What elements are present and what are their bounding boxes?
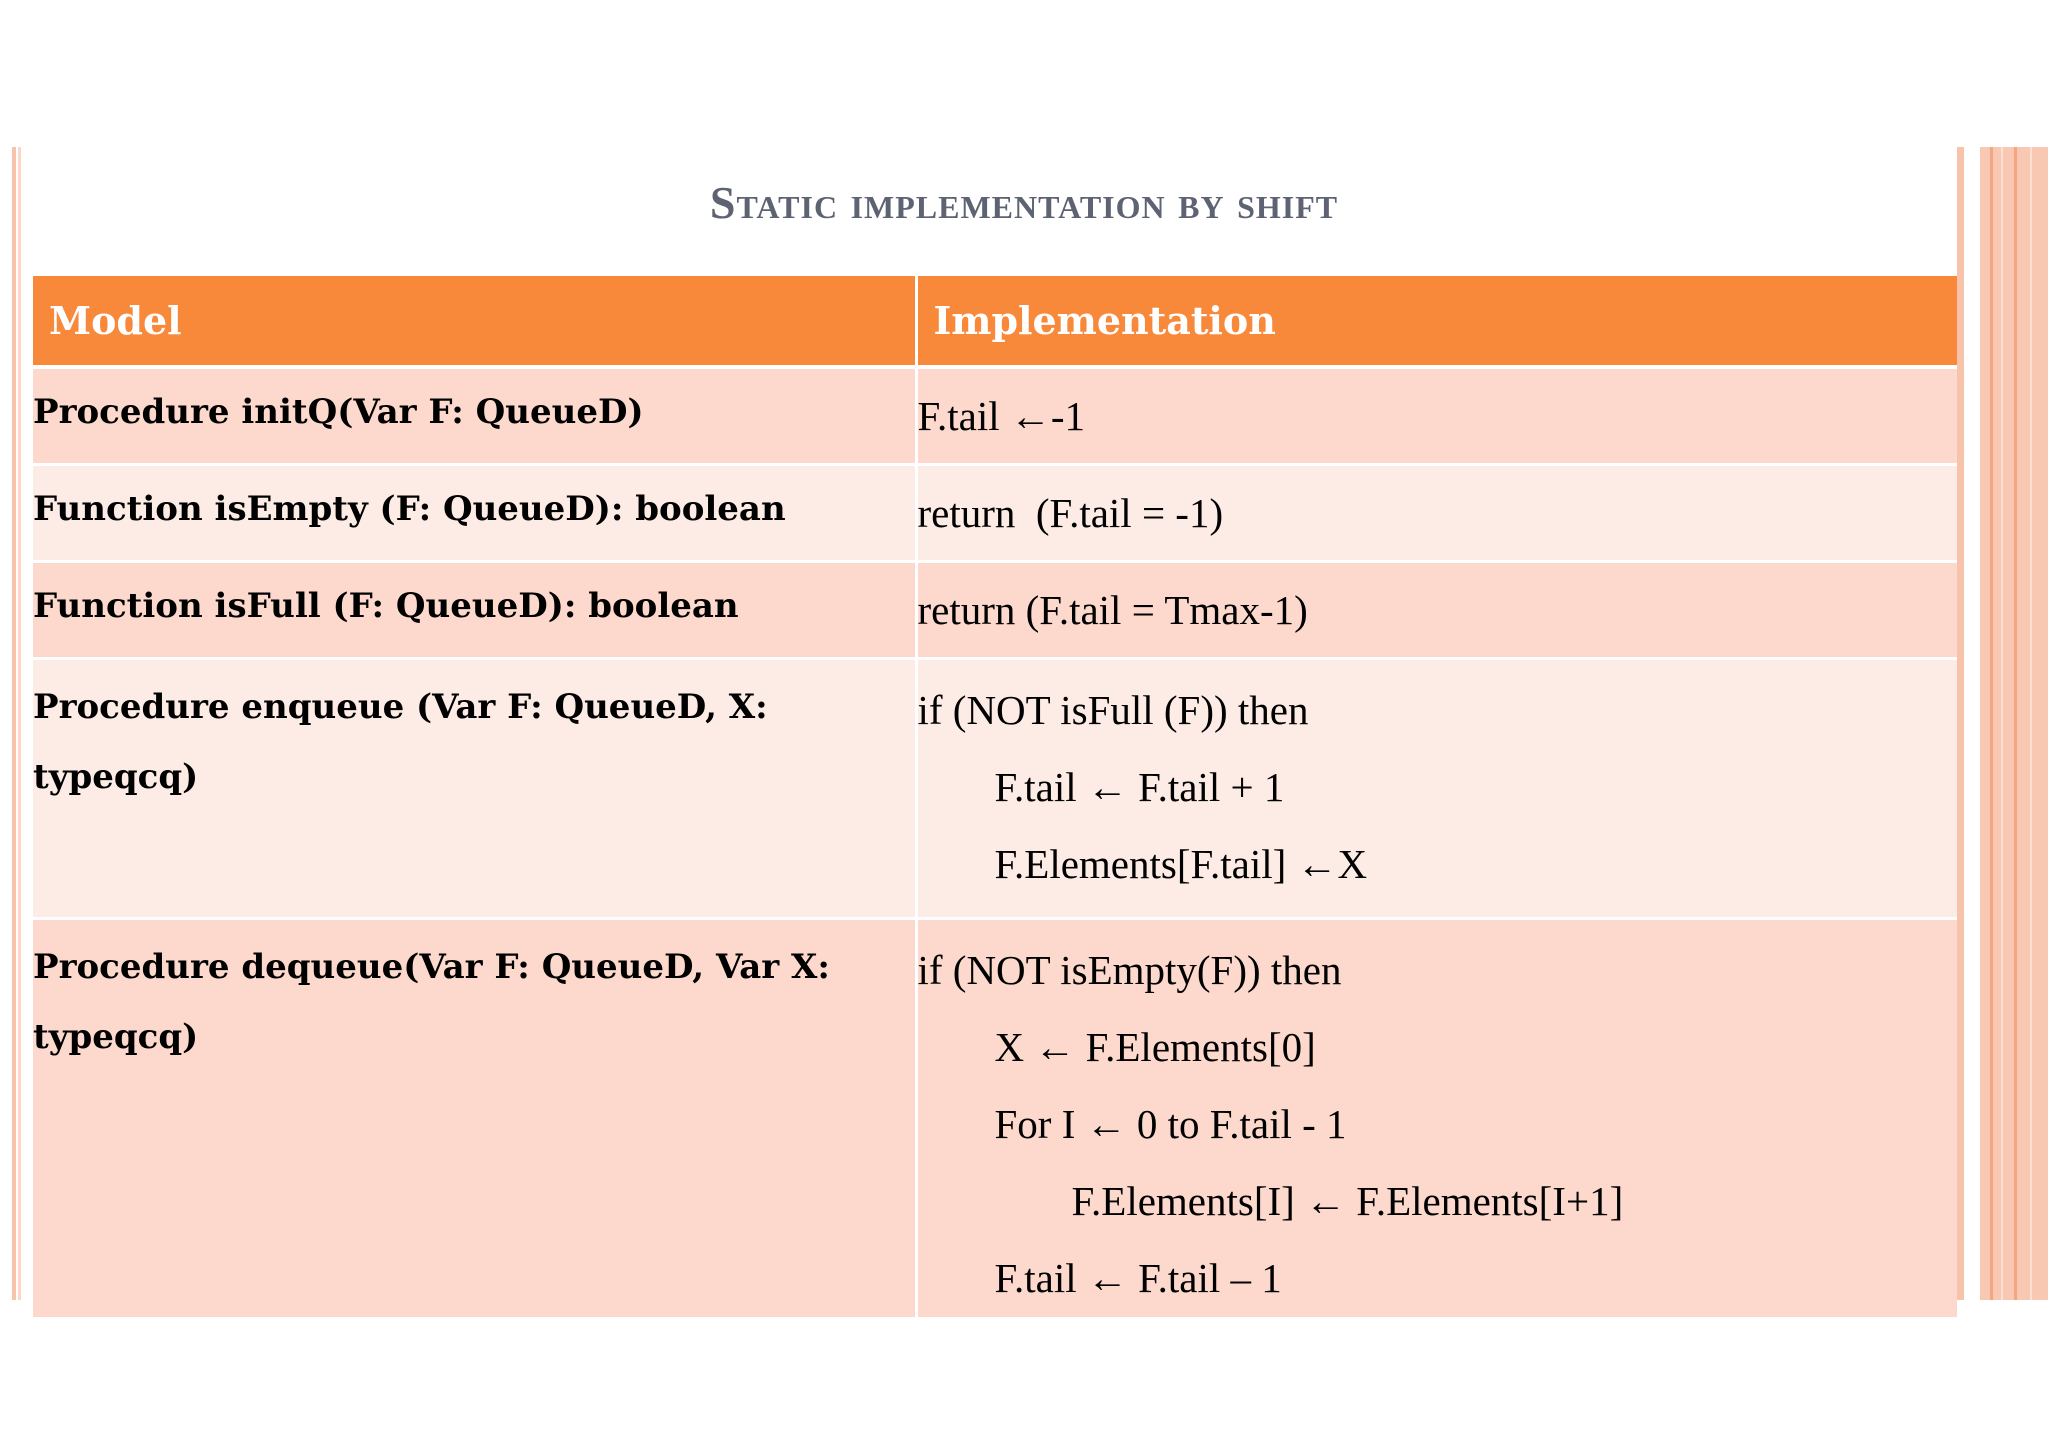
right-decor-stripe <box>2030 147 2032 1300</box>
code-line: X ← F.Elements[0] <box>994 1024 1316 1070</box>
implementation-cell <box>916 659 1957 919</box>
slide-title: Static implementation by shift <box>709 177 1339 228</box>
right-decor-stripe <box>2014 147 2017 1300</box>
left-decor-bar <box>18 147 21 1300</box>
implementation-cell <box>916 562 1957 659</box>
implementation-cell <box>916 367 1957 465</box>
implementation-cell <box>916 919 1957 1319</box>
table-row <box>33 465 1957 562</box>
code-line: return (F.tail = Tmax-1) <box>917 587 1308 633</box>
implementation-cell <box>916 465 1957 562</box>
model-cell: Function isEmpty (F: QueueD): boolean <box>33 465 916 562</box>
code-line: F.tail ←-1 <box>917 393 1086 439</box>
right-decor-stripe <box>2001 147 2003 1300</box>
code-line: F.tail ← F.tail – 1 <box>994 1255 1282 1301</box>
table-row <box>33 367 1957 465</box>
code-line: For I ← 0 to F.tail - 1 <box>994 1101 1347 1147</box>
right-decor-stripe <box>1990 147 1993 1300</box>
code-line: F.Elements[F.tail] ←X <box>994 841 1368 887</box>
queue-implementation-table <box>33 276 1957 1320</box>
code-line: if (NOT isEmpty(F)) then <box>917 947 1342 993</box>
table-row <box>33 562 1957 659</box>
header-implementation: Implementation <box>916 276 1957 367</box>
table-header-row <box>33 276 1957 367</box>
model-cell: Procedure enqueue (Var F: QueueD, X: typeqcq) <box>33 659 916 919</box>
left-decor-bar <box>12 147 16 1300</box>
code-line: return (F.tail = -1) <box>917 490 1224 536</box>
right-decor-bar <box>1957 147 1964 1300</box>
table-row <box>33 919 1957 1319</box>
code-line: F.tail ← F.tail + 1 <box>994 764 1285 810</box>
code-line: if (NOT isFull (F)) then <box>917 687 1309 733</box>
table-row <box>33 659 1957 919</box>
code-line: F.Elements[I] ← F.Elements[I+1] <box>1071 1178 1624 1224</box>
model-cell: Function isFull (F: QueueD): boolean <box>33 562 916 659</box>
model-cell: Procedure dequeue(Var F: QueueD, Var X: typeqcq) <box>33 919 916 1319</box>
header-model: Model <box>33 276 916 367</box>
model-cell: Procedure initQ(Var F: QueueD) <box>33 367 916 465</box>
